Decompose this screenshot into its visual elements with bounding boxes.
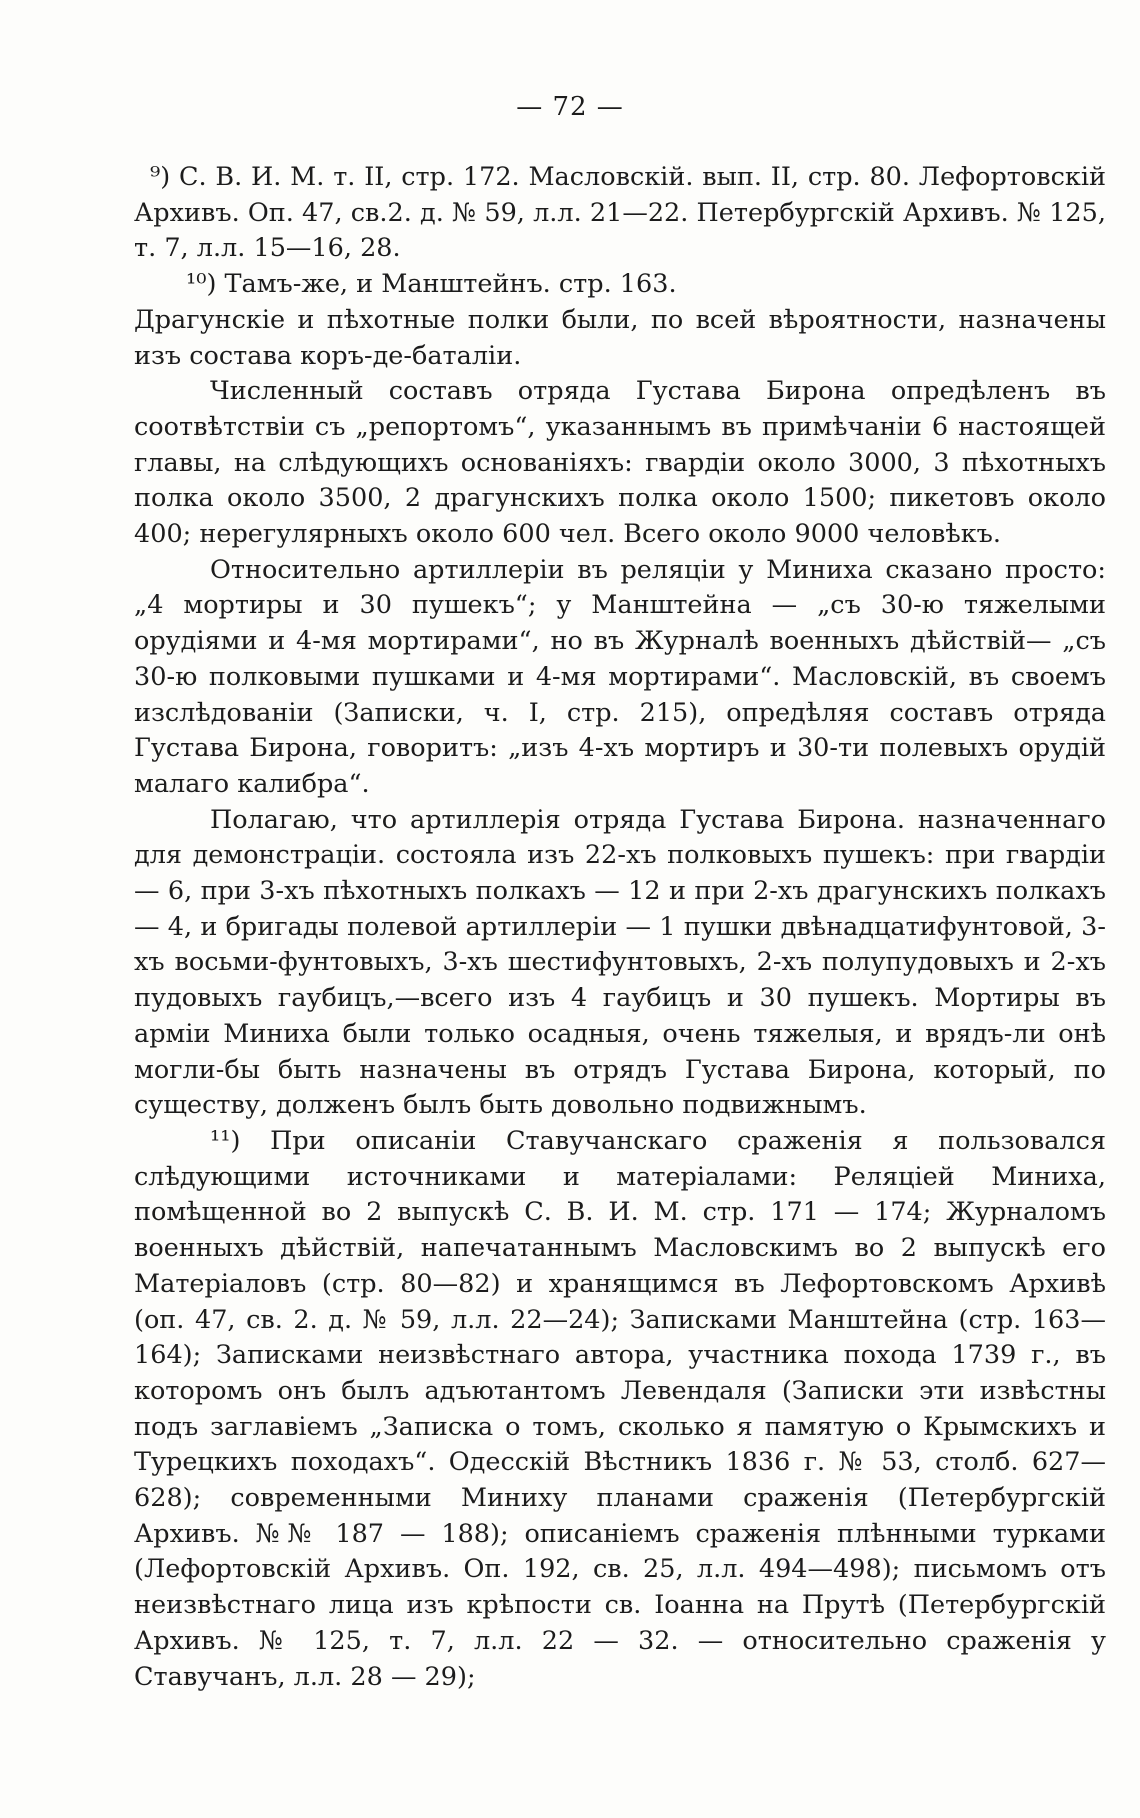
paragraph-strength: Численный составъ отряда Густава Бирона опредѣленъ въ соотвѣтствіи съ „репортомъ“, указаннымъ въ примѣчаніи 6 настоящей главы, на слѣдующихъ основаніяхъ: гвардіи около 3000, 3 пѣхотныхъ полка около 3500, 2 драгунскихъ полка около 1500; пикетовъ около 400; нерегулярныхъ около 600 чел. Всего около 9000 человѣкъ. (134, 376, 1106, 550)
page-text (134, 160, 1106, 1695)
paragraph-dragoons: Драгунскіе и пѣхотные полки были, по всей вѣроятности, назначены изъ состава коръ-де-баталіи. (134, 304, 1106, 371)
footnote-11: ¹¹) При описаніи Ставучанскаго сраженія я пользовался слѣдующими источниками и матеріалами: Реляціей Миниха, помѣщенной во 2 выпускѣ С. В. И. М. стр. 171 — 174; Журналомъ военныхъ дѣйствій, напечатаннымъ Масловскимъ во 2 выпускѣ его Матеріаловъ (стр. 80—82) и хранящимся въ Лефортовскомъ Архивѣ (оп. 47, св. 2. д. № 59, л.л. 22—24); Записками Манштейна (стр. 163—164); Записками неизвѣстнаго автора, участника похода 1739 г., въ которомъ онъ былъ адъютантомъ Левендаля (Записки эти извѣстны подъ заглавіемъ „Записка о томъ, сколько я памятую о Крымскихъ и Турецкихъ походахъ“. Одесскій Вѣстникъ 1836 г. № 53, столб. 627—628); современными Миниху планами сраженія (Петербургскій Архивъ. №№ 187 — 188); описаніемъ сраженія плѣнными турками (Лефортовскій Архивъ. Оп. 192, св. 25, л.л. 494—498); письмомъ отъ неизвѣстнаго лица изъ крѣпости св. Іоанна на Прутѣ (Петербургскій Архивъ. № 125, т. 7, л.л. 22 — 32. — относительно сраженія у Ставучанъ, л.л. 28 — 29); (134, 1125, 1106, 1692)
paragraph-artillery: Относительно артиллеріи въ реляціи у Миниха сказано просто: „4 мортиры и 30 пушекъ“; у Манштейна — „съ 30-ю тяжелыми орудіями и 4-мя мортирами“, но въ Журналѣ военныхъ дѣйствій— „съ 30-ю полковыми пушками и 4-мя мортирами“. Масловскій, въ своемъ изслѣдованіи (Записки, ч. I, стр. 215), опредѣляя составъ отряда Густава Бирона, говоритъ: „изъ 4-хъ мортиръ и 30-ти полевыхъ орудій малаго калибра“. (134, 554, 1106, 799)
footnote-10: ¹⁰) Тамъ-же, и Манштейнъ. стр. 163. (186, 269, 677, 300)
page-number: — 72 — (516, 92, 624, 122)
footnote-9: ⁹) С. В. И. М. т. II, стр. 172. Масловскій. вып. II, стр. 80. Лефортовскій Архивъ. Оп. 47, св.2. д. № 59, л.л. 21—22. Петербургскій Архивъ. № 125, т. 7, л.л. 15—16, 28. (134, 162, 1106, 264)
paragraph-assumption: Полагаю, что артиллерія отряда Густава Бирона. назначеннаго для демонстраціи. состояла изъ 22-хъ полковыхъ пушекъ: при гвардіи — 6, при 3-хъ пѣхотныхъ полкахъ — 12 и при 2-хъ драгунскихъ полкахъ — 4, и бригады полевой артиллеріи — 1 пушки двѣнадцатифунтовой, 3-хъ восьми-фунтовыхъ, 3-хъ шестифунтовыхъ, 2-хъ полупудовыхъ и 2-хъ пудовыхъ гаубицъ,—всего изъ 4 гаубицъ и 30 пушекъ. Мортиры въ арміи Миниха были только осадныя, очень тяжелыя, и врядъ-ли онѣ могли-бы быть назначены въ отрядъ Густава Бирона, который, по существу, долженъ былъ быть довольно подвижнымъ. (134, 804, 1106, 1121)
